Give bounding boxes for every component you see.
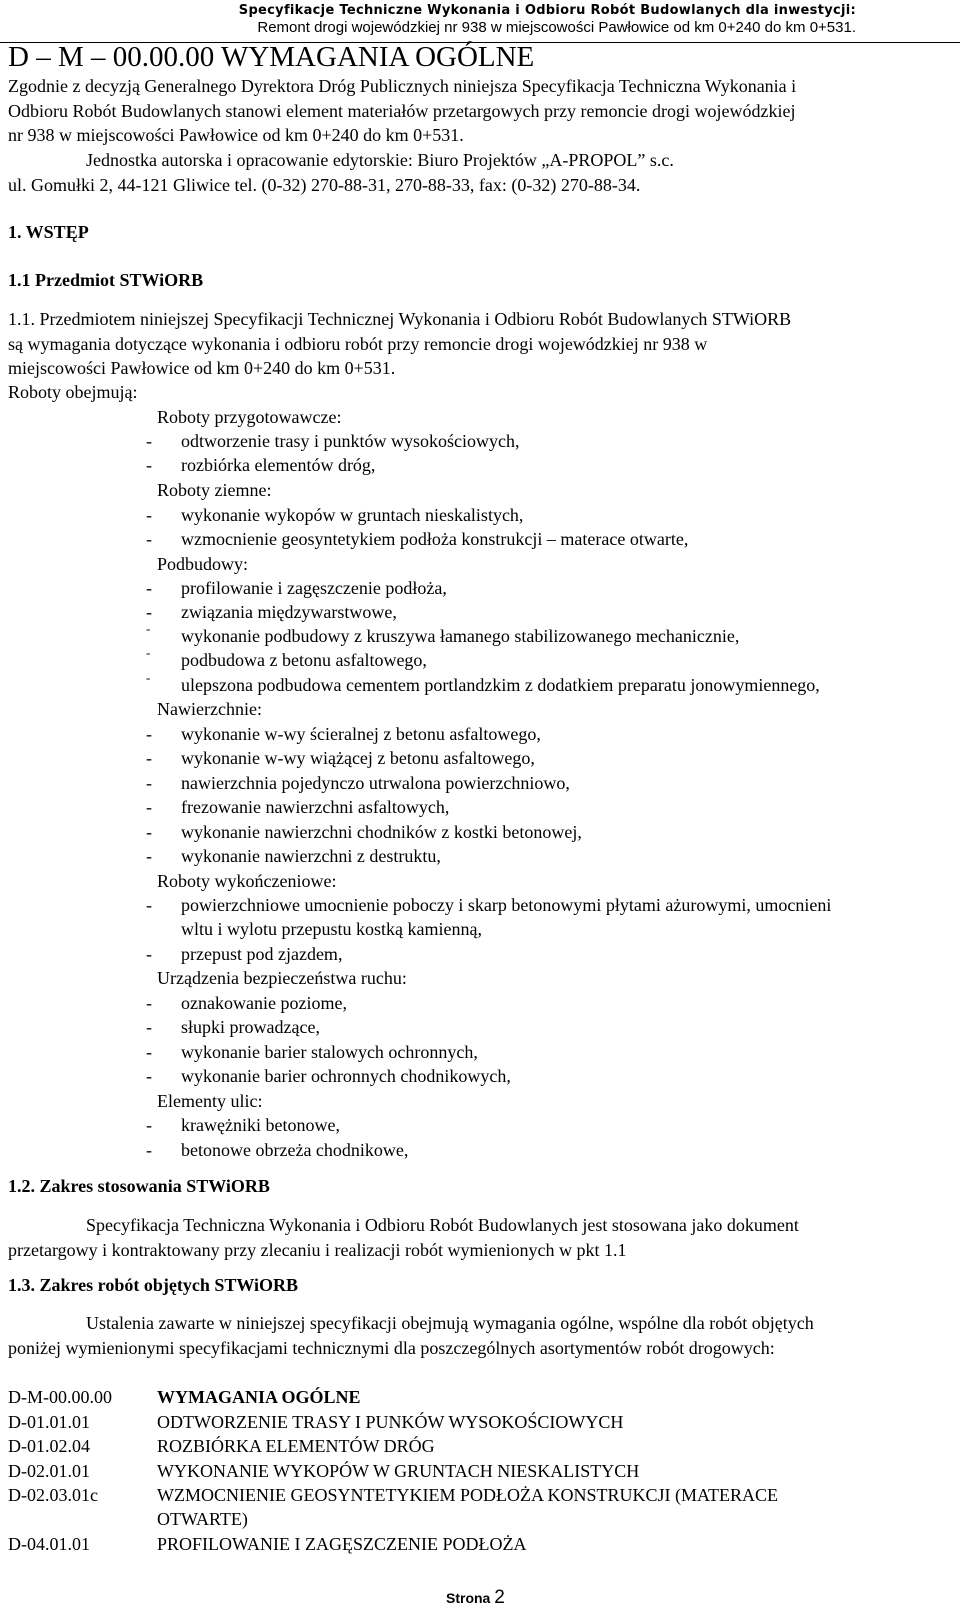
works-item: profilowanie i zagęszczenie podłoża, — [181, 578, 447, 598]
spec-title: ODTWORZENIE TRASY I PUNKÓW WYSOKOŚCIOWYCH — [157, 1412, 624, 1432]
list-dash: - — [146, 1042, 152, 1062]
intro-paragraph — [8, 74, 952, 148]
works-item: betonowe obrzeża chodnikowe, — [181, 1140, 409, 1160]
works-item: rozbiórka elementów dróg, — [181, 455, 376, 475]
works-category: Roboty przygotowawcze: — [157, 407, 342, 427]
section-1-1-paragraph — [8, 307, 952, 381]
works-category: Podbudowy: — [157, 554, 249, 574]
works-category: Roboty wykończeniowe: — [157, 871, 337, 891]
list-dash: - — [146, 797, 152, 817]
page-footer — [446, 1587, 505, 1609]
list-dash: - — [146, 645, 151, 660]
spec-title: ROZBIÓRKA ELEMENTÓW DRÓG — [157, 1436, 435, 1456]
list-dash: - — [146, 1066, 152, 1086]
works-item: podbudowa z betonu asfaltowego, — [181, 650, 427, 670]
spec-code: D-01.02.04 — [8, 1436, 90, 1456]
paragraph-line: są wymagania dotyczące wykonania i odbioru robót przy remoncie drogi wojewódzkiej nr 938 w — [8, 333, 708, 354]
intro-line: Odbioru Robót Budowlanych stanowi element materiałów przetargowych przy remoncie drogi wojewódzkiej — [8, 100, 796, 121]
header-subtitle: Remont drogi wojewódzkiej nr 938 w miejscowości Pawłowice od km 0+240 do km 0+531. — [257, 19, 856, 36]
paragraph-line: 1.1. Przedmiotem niniejszej Specyfikacji Technicznej Wykonania i Odbioru Robót Budowlanych STWiORB — [8, 309, 792, 329]
list-dash: - — [146, 505, 152, 525]
list-dash: - — [146, 621, 151, 636]
works-item: słupki prowadzące, — [181, 1017, 320, 1037]
works-item: oznakowanie poziome, — [181, 993, 347, 1013]
list-dash: - — [146, 670, 151, 685]
works-item: wykonanie w-wy ścieralnej z betonu asfaltowego, — [181, 724, 541, 744]
spec-title-continued: OTWARTE) — [157, 1509, 248, 1529]
spec-title: WZMOCNIENIE GEOSYNTETYKIEM PODŁOŻA KONSTRUKCJI (MATERACE — [157, 1485, 778, 1505]
works-item: frezowanie nawierzchni asfaltowych, — [181, 797, 450, 817]
works-category: Elementy ulic: — [157, 1091, 263, 1111]
page-number: 2 — [494, 1587, 505, 1608]
list-dash: - — [146, 1140, 152, 1160]
spec-title: PROFILOWANIE I ZAGĘSZCZENIE PODŁOŻA — [157, 1534, 527, 1554]
list-dash: - — [146, 724, 152, 744]
works-item: wykonanie wykopów w gruntach nieskalistych, — [181, 505, 524, 525]
works-intro: Roboty obejmują: — [8, 382, 138, 402]
list-dash: - — [146, 1115, 152, 1135]
works-item: nawierzchnia pojedynczo utrwalona powierzchniowo, — [181, 773, 570, 793]
paragraph-line: miejscowości Pawłowice od km 0+240 do km 0+531. — [8, 358, 396, 378]
section-1-1-heading: 1.1 Przedmiot STWiORB — [8, 270, 204, 290]
page-label: Strona — [446, 1590, 491, 1606]
works-item: wykonanie nawierzchni chodników z kostki betonowej, — [181, 822, 582, 842]
list-dash: - — [146, 578, 152, 598]
section-1-2-paragraph — [8, 1213, 952, 1262]
works-item: przepust pod zjazdem, — [181, 944, 343, 964]
list-dash: - — [146, 748, 152, 768]
section-1-2-heading: 1.2. Zakres stosowania STWiORB — [8, 1176, 270, 1196]
spec-code: D-M-00.00.00 — [8, 1387, 112, 1407]
list-dash: - — [146, 895, 152, 915]
intro-line: nr 938 w miejscowości Pawłowice od km 0+240 do km 0+531. — [8, 125, 464, 145]
works-item: wykonanie w-wy wiążącej z betonu asfaltowego, — [181, 748, 535, 768]
header-title: Specyfikacje Techniczne Wykonania i Odbioru Robót Budowlanych dla inwestycji: — [238, 3, 856, 18]
list-dash: - — [146, 602, 152, 622]
list-dash: - — [146, 1017, 152, 1037]
works-item: wykonanie barier stalowych ochronnych, — [181, 1042, 478, 1062]
works-item: wzmocnienie geosyntetykiem podłoża konstrukcji – materace otwarte, — [181, 529, 689, 549]
spec-code: D-02.03.01c — [8, 1485, 98, 1505]
spec-code: D-02.01.01 — [8, 1461, 90, 1481]
works-item: wykonanie nawierzchni z destruktu, — [181, 846, 441, 866]
section-1-3-paragraph — [8, 1311, 952, 1360]
list-dash: - — [146, 846, 152, 866]
list-dash: - — [146, 455, 152, 475]
list-dash: - — [146, 822, 152, 842]
intro-line: Zgodnie z decyzją Generalnego Dyrektora Dróg Publicznych niniejsza Specyfikacja Techniczna Wykonania i — [8, 76, 797, 96]
spec-code: D-01.01.01 — [8, 1412, 90, 1432]
page-header — [0, 0, 960, 43]
works-item: ulepszona podbudowa cementem portlandzkim z dodatkiem preparatu jonowymiennego, — [181, 675, 820, 695]
list-dash: - — [146, 993, 152, 1013]
works-category: Roboty ziemne: — [157, 480, 272, 500]
spec-title: WYMAGANIA OGÓLNE — [157, 1387, 361, 1407]
works-item: krawężniki betonowe, — [181, 1115, 340, 1135]
section-1-3-heading: 1.3. Zakres robót objętych STWiORB — [8, 1275, 299, 1295]
address-line: ul. Gomułki 2, 44-121 Gliwice tel. (0-32) 270-88-31, 270-88-33, fax: (0-32) 270-88-34. — [8, 175, 641, 195]
paragraph-line: Ustalenia zawarte w niniejszej specyfikacji obejmują wymagania ogólne, wspólne dla robót objętych — [86, 1313, 814, 1333]
paragraph-line: przetargowy i kontraktowany przy zlecaniu i realizacji robót wymienionych w pkt 1.1 — [8, 1239, 627, 1260]
works-item: związania międzywarstwowe, — [181, 602, 397, 622]
works-item: wykonanie podbudowy z kruszywa łamanego stabilizowanego mechanicznie, — [181, 626, 740, 646]
section-1-heading: 1. WSTĘP — [8, 222, 89, 242]
list-dash: - — [146, 773, 152, 793]
paragraph-line: poniżej wymienionymi specyfikacjami technicznymi dla poszczególnych asortymentów robót drogowych: — [8, 1337, 775, 1358]
list-dash: - — [146, 431, 152, 451]
works-category: Urządzenia bezpieczeństwa ruchu: — [157, 968, 407, 988]
paragraph-line: Specyfikacja Techniczna Wykonania i Odbioru Robót Budowlanych jest stosowana jako dokument — [86, 1215, 799, 1235]
author-line: Jednostka autorska i opracowanie edytorskie: Biuro Projektów „A-PROPOL” s.c. — [86, 150, 674, 170]
spec-code: D-04.01.01 — [8, 1534, 90, 1554]
list-dash: - — [146, 529, 152, 549]
list-dash: - — [146, 944, 152, 964]
works-item: wykonanie barier ochronnych chodnikowych, — [181, 1066, 511, 1086]
works-category: Nawierzchnie: — [157, 699, 262, 719]
works-item-continued: wltu i wylotu przepustu kostką kamienną, — [181, 919, 482, 939]
works-item: odtworzenie trasy i punktów wysokościowych, — [181, 431, 520, 451]
document-title: D – M – 00.00.00 WYMAGANIA OGÓLNE — [8, 41, 535, 73]
spec-title: WYKONANIE WYKOPÓW W GRUNTACH NIESKALISTYCH — [157, 1461, 640, 1481]
works-item: powierzchniowe umocnienie poboczy i skarp betonowymi płytami ażurowymi, umocnieni — [181, 895, 832, 915]
